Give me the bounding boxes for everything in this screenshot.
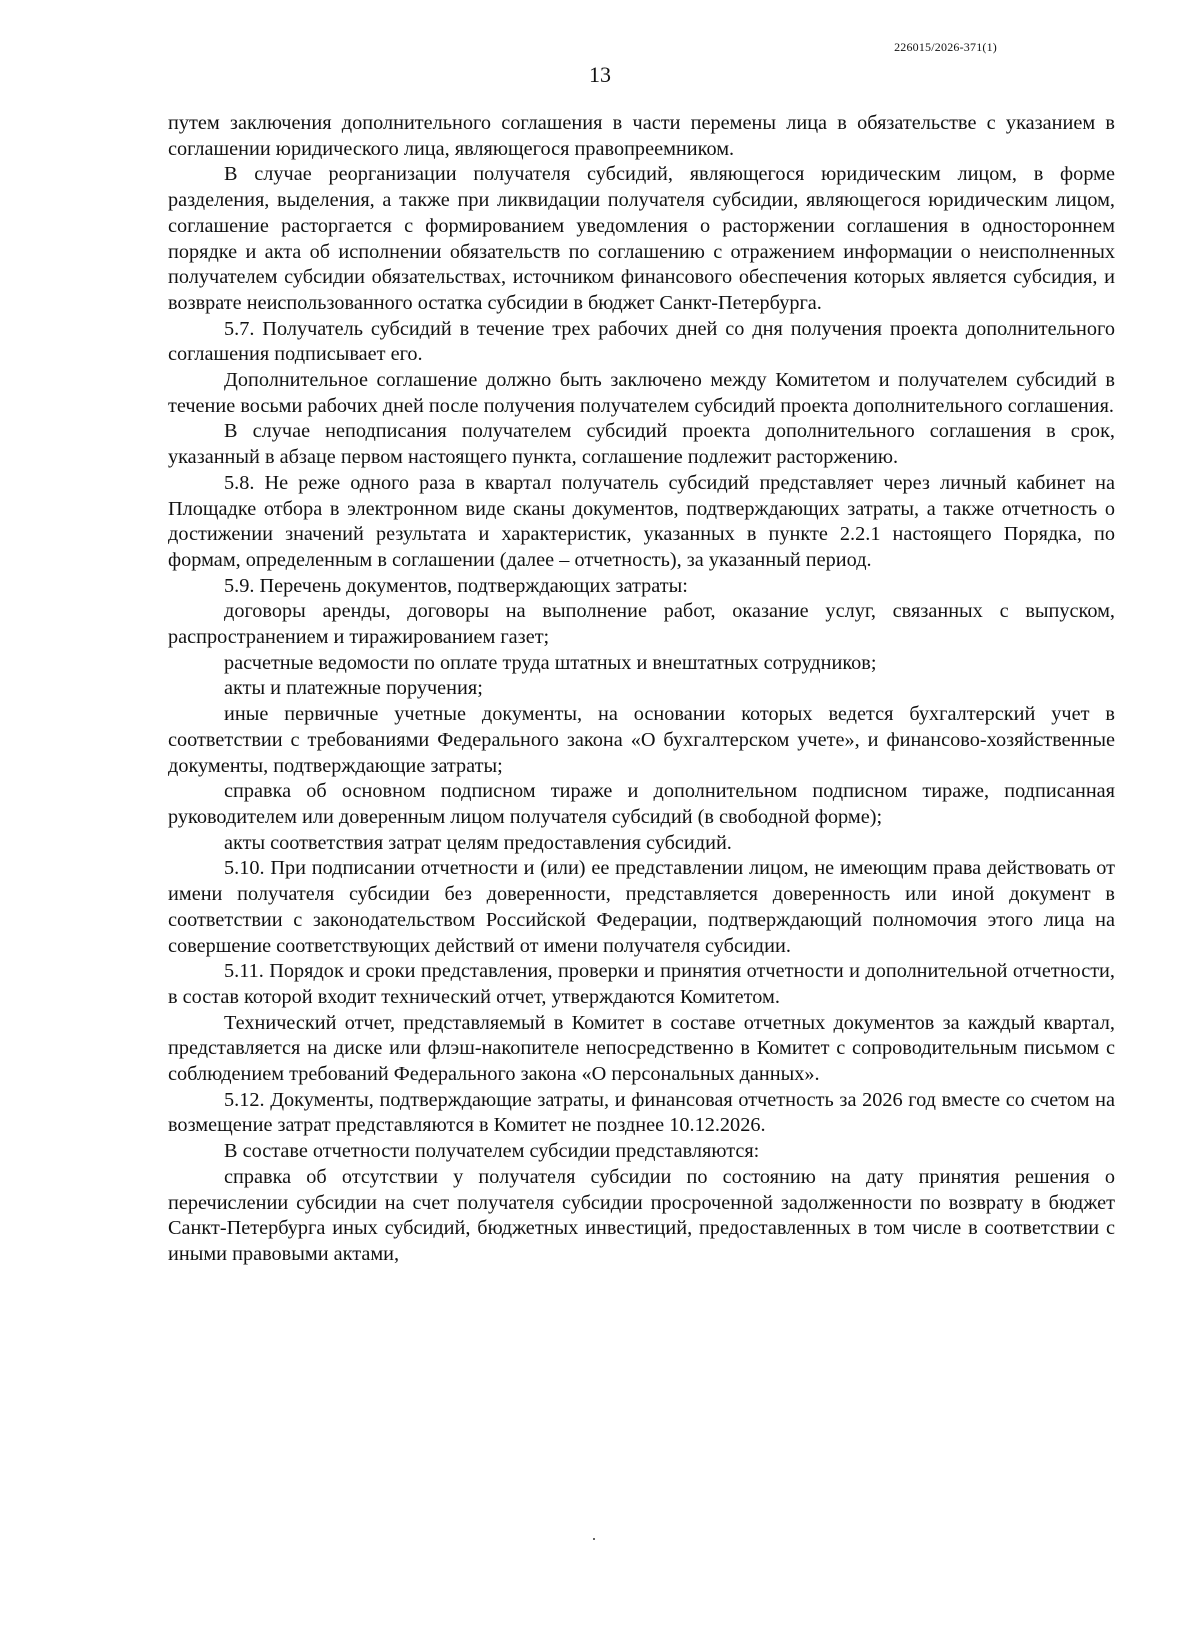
paragraph: 5.8. Не реже одного раза в квартал получатель субсидий представляет через личный кабинет на Площадке отбора в электронном виде сканы документов, подтверждающих затраты, а также отчетность о достижении значений результата и характеристик, указанных в пункте 2.2.1 настоящего Порядка, по формам, определенным в соглашении (далее – отчетность), за указанный период. (168, 471, 1115, 571)
paragraph: В случае неподписания получателем субсидий проекта дополнительного соглашения в срок, указанный в абзаце первом настоящего пункта, соглашение подлежит расторжению. (168, 420, 1115, 469)
paragraph: 5.7. Получатель субсидий в течение трех рабочих дней со дня получения проекта дополнительного соглашения подписывает его. (168, 317, 1115, 366)
page-number: 13 (589, 62, 611, 87)
paragraph: расчетные ведомости по оплате труда штатных и внештатных сотрудников; (224, 651, 877, 674)
document-body (168, 111, 1115, 1268)
paragraph: справка об основном подписном тираже и дополнительном подписном тираже, подписанная руководителем или доверенным лицом получателя субсидий (в свободной форме); (168, 780, 1115, 828)
paragraph: акты соответствия затрат целям предоставления субсидий. (224, 831, 732, 854)
paragraph: 5.9. Перечень документов, подтверждающих затраты: (224, 574, 688, 597)
paragraph: акты и платежные поручения; (224, 677, 483, 700)
paragraph: договоры аренды, договоры на выполнение работ, оказание услуг, связанных с выпуском, распространением и тиражированием газет; (168, 600, 1115, 649)
paragraph: 5.11. Порядок и сроки представления, проверки и принятия отчетности и дополнительной отчетности, в состав которой входит технический отчет, утверждаются Комитетом. (168, 960, 1115, 1008)
paragraph: справка об отсутствии у получателя субсидии по состоянию на дату принятия решения о перечислении субсидии на счет получателя субсидии просроченной задолженности по возврату в бюджет Санкт-Петербурга иных субсидий, бюджетных инвестиций, предоставленных в том числе в соответствии с иными правовыми актами, (168, 1165, 1115, 1265)
paragraph: 5.10. При подписании отчетности и (или) ее представлении лицом, не имеющим права действовать от имени получателя субсидии без доверенности, представляется доверенность или иной документ в соответствии с законодательством Российской Федерации, подтверждающий полномочия этого лица на совершение соответствующих действий от имени получателя субсидии. (168, 857, 1115, 957)
paragraph: 5.12. Документы, подтверждающие затраты, и финансовая отчетность за 2026 год вместе со счетом на возмещение затрат представляются в Комитет не позднее 10.12.2026. (168, 1088, 1115, 1137)
paragraph: Технический отчет, представляемый в Комитет в составе отчетных документов за каждый квартал, представляется на диске или флэш-накопителе непосредственно в Комитет с сопроводительным письмом с соблюдением требований Федерального закона «О персональных данных». (168, 1011, 1115, 1086)
paragraph: путем заключения дополнительного соглашения в части перемены лица в обязательстве с указанием в соглашении юридического лица, являющегося правопреемником. (168, 112, 1115, 160)
paragraph: В составе отчетности получателем субсидии представляются: (224, 1140, 760, 1163)
paragraph: иные первичные учетные документы, на основании которых ведется бухгалтерский учет в соответствии с требованиями Федерального закона «О бухгалтерском учете», и финансово-хозяйственные документы, подтверждающие затраты; (168, 703, 1115, 777)
paragraph: В случае реорганизации получателя субсидий, являющегося юридическим лицом, в форме разделения, выделения, а также при ликвидации получателя субсидии, являющегося юридическим лицом, соглашение расторгается с формированием уведомления о расторжении соглашения в одностороннем порядке и акта об исполнении обязательств по соглашению с отражением информации о неисполненных получателем субсидии обязательствах, источником финансового обеспечения которых является субсидия, и возврате неиспользованного остатка субсидии в бюджет Санкт-Петербурга. (168, 163, 1115, 314)
scan-speck (593, 1538, 595, 1540)
paragraph: Дополнительное соглашение должно быть заключено между Комитетом и получателем субсидий в течение восьми рабочих дней после получения получателем субсидий проекта дополнительного соглашения. (168, 369, 1115, 417)
document-code: 226015/2026-371(1) (894, 40, 997, 54)
